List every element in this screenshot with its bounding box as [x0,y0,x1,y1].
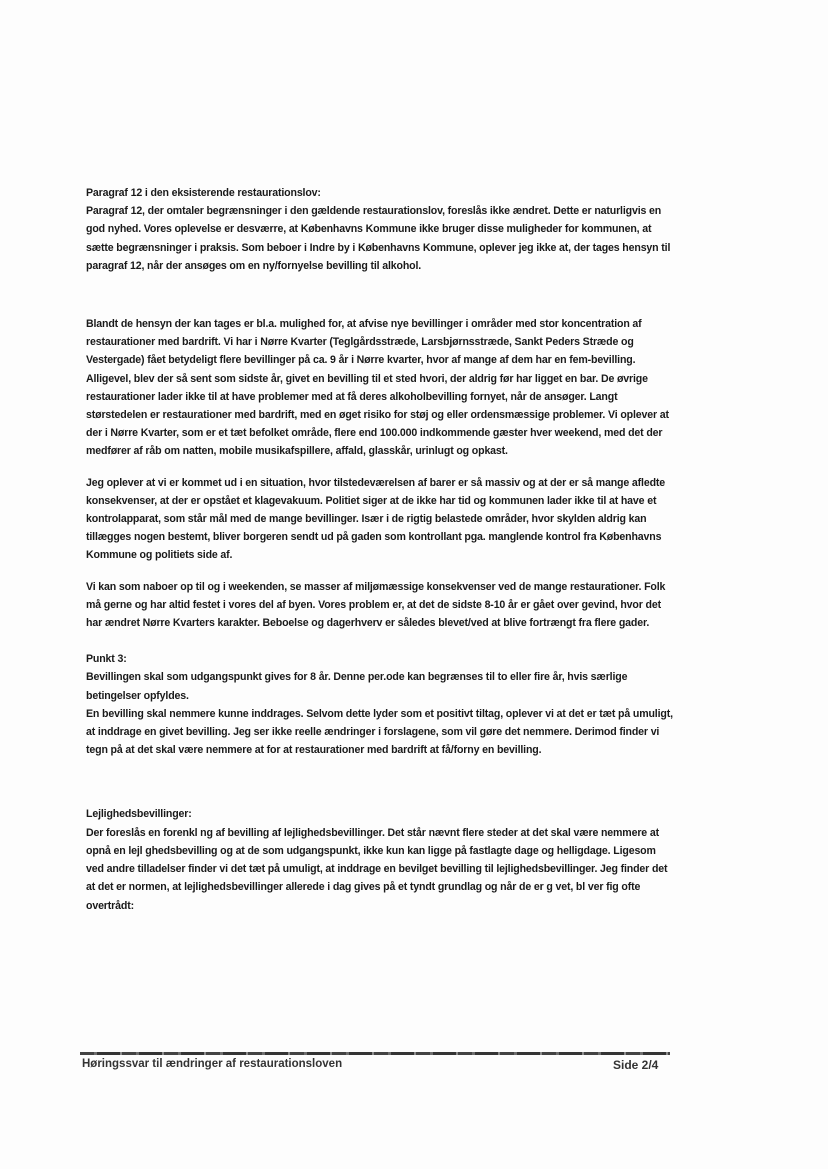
document-body [86,184,676,915]
paragraph: Blandt de hensyn der kan tages er bl.a. mulighed for, at afvise nye bevillinger i områder med stor koncentration af restaurationer med bardrift. Vi har i Nørre Kvarter (Teglgårdsstræde, Larsbjørnsstræde, Sankt Peders Stræde og Vestergade) fået betydeligt flere bevillinger på ca. 9 år i Nørre kvarter, hvor af mange af dem har en fem-bevilling. Alligevel, blev der så sent som sidste år, givet en bevilling til et sted hvori, der aldrig før har ligget en bar. De øvrige restaurationer lader ikke til at have problemer med at få deres alkoholbevilling fornyet, når de ansøger. Langt størstedelen er restaurationer med bardrift, med en øget risiko for støj og eller ordensmæssige problemer. Vi oplever at der i Nørre Kvarter, som er et tæt befolket område, flere end 100.000 indkommende gæster hver weekend, med det der medfører af råb om natten, mobile musikafspillere, affald, glasskår, urinlugt og opkast. [86,318,669,458]
paragraph: En bevilling skal nemmere kunne inddrages. Selvom dette lyder som et positivt tiltag, oplever vi at det er tæt på umuligt, at inddrage en givet bevilling. Jeg ser ikke reelle ændringer i forslagene, som vil gøre det nemmere. Derimod finder vi tegn på at det skal være nemmere at for at restaurationer med bardrift at få/forny en bevilling. [86,707,673,757]
section-heading-punkt-3: Punkt 3: [86,653,127,666]
paragraph: Jeg oplever at vi er kommet ud i en situation, hvor tilstedeværelsen af barer er så massiv og at der er så mange afledte konsekvenser, at der er opstået et klagevakuum. Politiet siger at de ikke har tid og kommunen lader ikke til at have et kontrolapparat, som står mål med de mange bevillinger. Især i de rigtig belastede områder, hvor skylden aldrig kan tillægges nogen bestemt, bliver borgeren sendt ud på gaden som kontrollant pga. manglende kontrol fra Københavns Kommune og politiets side af. [86,476,666,562]
section-heading-paragraf-12: Paragraf 12 i den eksisterende restaurationslov: [86,187,321,199]
paragraph: Bevillingen skal som udgangspunkt gives for 8 år. Denne per.ode kan begrænses til to eller fire år, hvis særlige betingelser opfyldes. [86,671,628,702]
paragraph: Der foreslås en forenkl ng af bevilling af lejlighedsbevillinger. Det står nævnt flere steder at det skal være nemmere at opnå en lejl ghedsbevilling og at de som udgangspunkt, ikke kun kan ligge på fastlagte dage og helligdage. Ligesom ved andre tilladelser finder vi det tæt på umuligt, at inddrage en bevilget bevilling til lejlighedsbevillinger. Jeg finder det at det er normen, at lejlighedsbevillinger allerede i dag gives på et tyndt grundlag og når de er g vet, bl ver fig ofte overtrådt: [86,826,668,912]
footer-title: Høringssvar til ændringer af restaurationsloven [82,1058,343,1070]
paragraph: Vi kan som naboer op til og i weekenden, se masser af miljømæssige konsekvenser ved de mange restaurationer. Folk må gerne og har altid festet i vores del af byen. Vores problem er, at det de sidste 8-10 år er gået over gevind, hvor det har ændret Nørre Kvarters karakter. Beboelse og dagerhverv er således blevet/ved at blive fortrængt fra flere gader. [86,580,666,630]
page-number: Side 2/4 [613,1058,659,1072]
paragraph: Paragraf 12, der omtaler begrænsninger i den gældende restaurationslov, foreslås ikke ændret. Dette er naturligvis en god nyhed. Vores oplevelse er desværre, at Københavns Kommune ikke bruger disse muligheder for kommunen, at sætte begrænsninger i praksis. Som beboer i Indre by i Københavns Kommune, oplever jeg ikke at, der tages hensyn til paragraf 12, når der ansøges om en ny/fornyelse bevilling til alkohol. [86,205,671,272]
footer-divider [80,1052,670,1055]
section-heading-lejlighedsbevillinger: Lejlighedsbevillinger: [86,808,192,821]
